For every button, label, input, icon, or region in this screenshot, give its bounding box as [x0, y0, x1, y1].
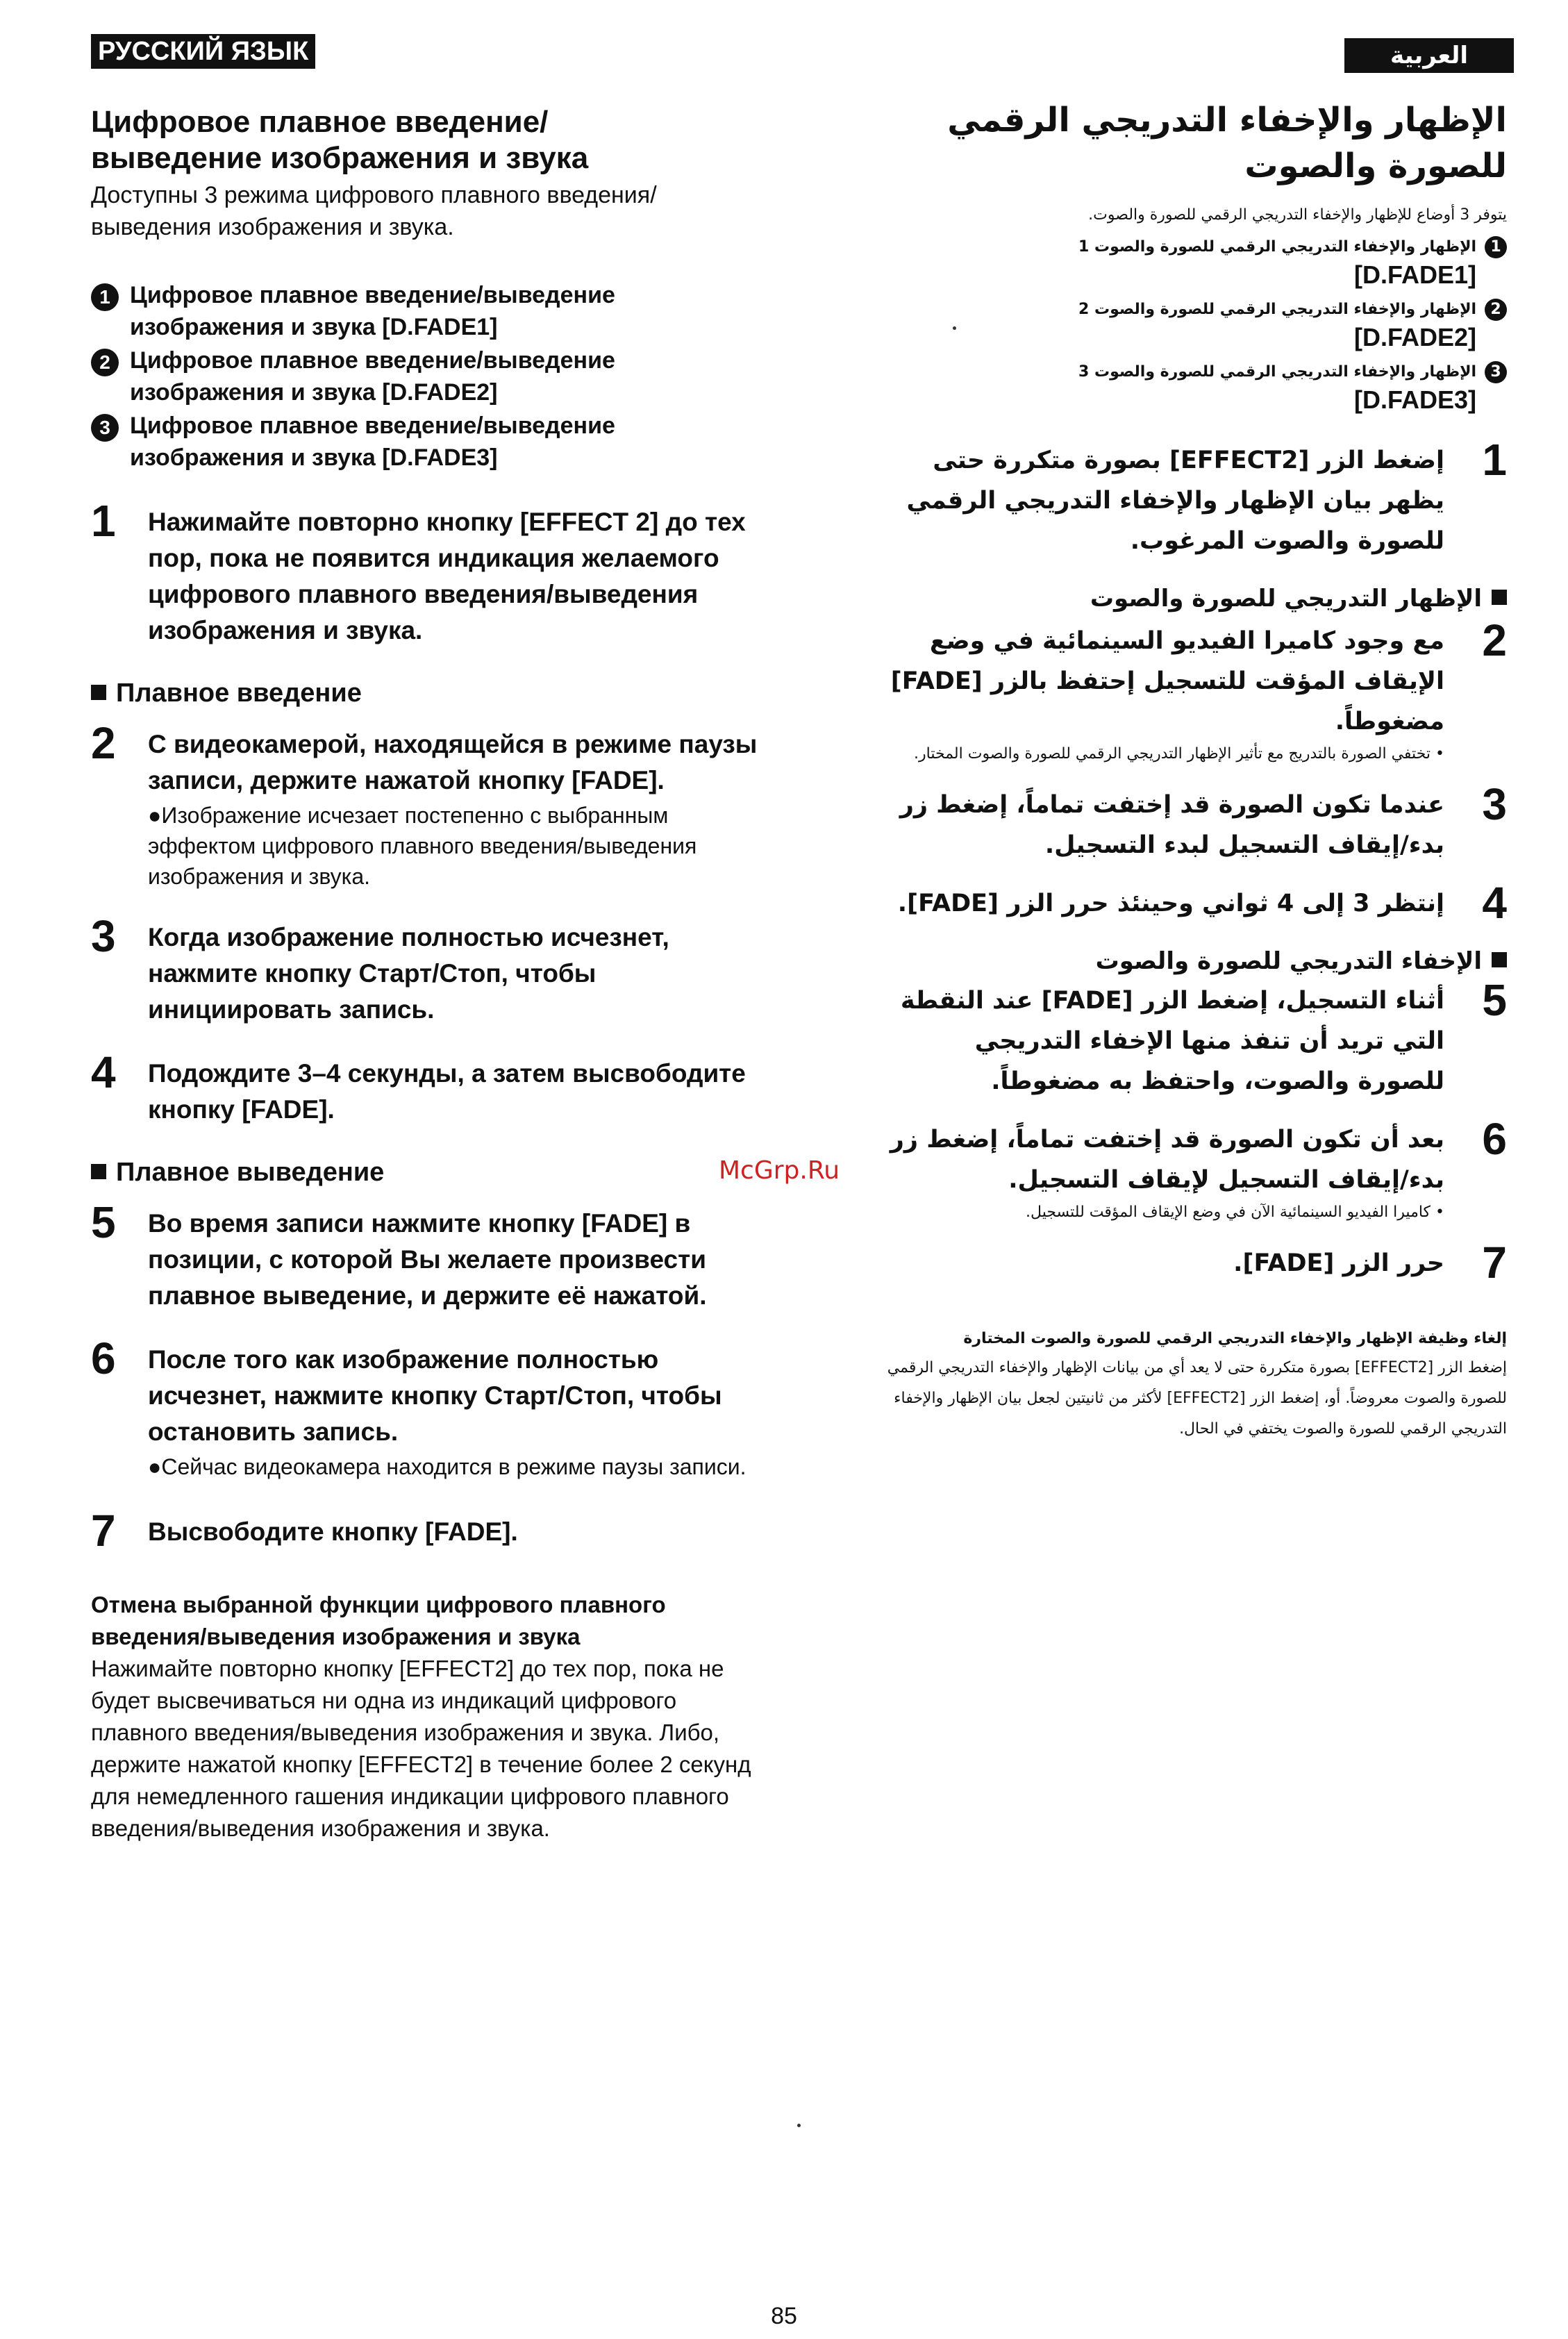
step-text: После того как изображение полностью исчезнет, нажмите кнопку Старт/Стоп, чтобы остановить запись. — [148, 1345, 722, 1446]
ru-title-line2: выведение изображения и звука — [91, 141, 589, 175]
number-badge-icon: 1 — [1485, 236, 1507, 258]
ar-step-5 — [882, 975, 1507, 1101]
ar-step-6 — [882, 1114, 1507, 1225]
ru-mode-text: Цифровое плавное введение/выведение изображения и звука [D.FADE3] — [130, 413, 615, 471]
ar-page-title: الإظهار والإخفاء التدريجي الرقمي للصورة والصوت — [947, 101, 1507, 185]
ru-mode-text: Цифровое плавное введение/выведение изображения и звука [D.FADE1] — [130, 282, 615, 340]
step-number: 5 — [1482, 975, 1507, 1025]
square-bullet-icon — [91, 685, 106, 700]
ru-mode-item — [91, 410, 772, 474]
ar-step-4 — [882, 878, 1507, 928]
russian-column — [91, 104, 772, 1845]
ru-mode-item — [91, 279, 772, 343]
ru-step-6 — [91, 1333, 772, 1482]
step-number: 3 — [91, 911, 116, 961]
arabic-column — [882, 97, 1507, 1445]
ar-mode-tag: [D.FADE3] — [1353, 385, 1476, 414]
square-bullet-icon — [1492, 590, 1507, 605]
heading-text: الإظهار التدريجي للصورة والصوت — [1090, 585, 1482, 613]
step-text: أثناء التسجيل، إضغط الزر [FADE] عند النقطة التي تريد أن تنفذ منها الإخفاء التدريجي للصورة والصوت، واحتفظ به مضغوطاً. — [900, 987, 1444, 1095]
watermark-text: McGrp.Ru — [719, 1156, 840, 1185]
ru-mode-item — [91, 344, 772, 408]
step-text: Нажимайте повторно кнопку [EFFECT 2] до тех пор, пока не появится индикация желаемого цифрового плавного введения/выведения изображения и звука. — [148, 508, 746, 644]
ar-mode-item — [882, 235, 1507, 290]
step-text: حرر الزر [FADE]. — [1233, 1249, 1444, 1277]
page-number: 85 — [771, 2303, 797, 2329]
ar-cancel-body: إضغط الزر [EFFECT2] بصورة متكررة حتى لا يعد أي من بيانات الإظهار والإخفاء التدريجي الرقمي للصورة والصوت معروضاً. أو، إضغط الزر [EFFECT2] لأكثر من ثانيتين لجعل بيان الإظهار والإخفاء التدريجي الرقمي للصورة والصوت يختفي في الحال. — [887, 1359, 1507, 1438]
ar-mode-tag: [D.FADE2] — [1353, 323, 1476, 351]
step-text: مع وجود كاميرا الفيديو السينمائية في وضع الإيقاف المؤقت للتسجيل إحتفظ بالزر [FADE] مضغوطاً. — [890, 627, 1444, 735]
ru-step-1 — [91, 496, 772, 649]
heading-text: الإخفاء التدريجي للصورة والصوت — [1095, 947, 1482, 975]
step-text: عندما تكون الصورة قد إختفت تماماً، إضغط زر بدء/إيقاف التسجيل لبدء التسجيل. — [899, 791, 1444, 859]
step-number: 5 — [91, 1197, 116, 1247]
ar-fade-out-heading — [882, 944, 1507, 978]
ru-step-2 — [91, 718, 772, 892]
arabic-language-tag: العربية — [1344, 38, 1514, 73]
ru-step-7 — [91, 1506, 772, 1556]
heading-text: Плавное введение — [116, 679, 362, 708]
step-text: بعد أن تكون الصورة قد إختفت تماماً، إضغط زر بدء/إيقاف التسجيل لإيقاف التسجيل. — [890, 1126, 1444, 1194]
ru-step-4 — [91, 1047, 772, 1128]
step-note: ●Изображение исчезает постепенно с выбранным эффектом цифрового плавного введения/выведения изображения и звука. — [148, 803, 697, 889]
step-number: 4 — [91, 1047, 116, 1097]
step-text: С видеокамерой, находящейся в режиме паузы записи, держите нажатой кнопку [FADE]. — [148, 730, 758, 794]
ru-title-line1: Цифровое плавное введение/ — [91, 105, 549, 139]
ar-mode-item — [882, 360, 1507, 415]
step-number: 7 — [1482, 1238, 1507, 1288]
ru-mode-text: Цифровое плавное введение/выведение изображения и звука [D.FADE2] — [130, 347, 615, 406]
russian-language-tag: РУССКИЙ ЯЗЫК — [91, 34, 315, 69]
step-text: إضغط الزر [EFFECT2] بصورة متكررة حتى يظهر بيان الإظهار والإخفاء التدريجي الرقمي للصورة والصوت المرغوب. — [906, 447, 1444, 555]
step-number: 6 — [1482, 1114, 1507, 1164]
scan-speck — [953, 326, 956, 330]
square-bullet-icon — [91, 1164, 106, 1179]
ru-cancel-section — [91, 1589, 772, 1845]
ar-intro: يتوفر 3 أوضاع للإظهار والإخفاء التدريجي الرقمي للصورة والصوت. — [1088, 206, 1507, 224]
ar-step-1 — [882, 435, 1507, 561]
step-number: 6 — [91, 1333, 116, 1383]
ar-mode-item — [882, 297, 1507, 353]
step-text: إنتظر 3 إلى 4 ثواني وحينئذ حرر الزر [FADE]. — [897, 890, 1444, 917]
step-number: 4 — [1482, 878, 1507, 928]
ar-step-7 — [882, 1238, 1507, 1288]
heading-text: Плавное выведение — [116, 1158, 385, 1187]
square-bullet-icon — [1492, 952, 1507, 967]
ar-step-3 — [882, 779, 1507, 865]
step-text: Высвободите кнопку [FADE]. — [148, 1517, 518, 1546]
ar-mode-text: الإظهار والإخفاء التدريجي الرقمي للصورة والصوت 2 — [1078, 301, 1476, 318]
ru-cancel-body: Нажимайте повторно кнопку [EFFECT2] до тех пор, пока не будет высвечиваться ни одна из индикаций цифрового плавного введения/выведения изображения и звука. Либо, держите нажатой кнопку [EFFECT2] в течение более 2 секунд для немедленного гашения индикации цифрового плавного введения/выведения изображения и звука. — [91, 1656, 751, 1841]
ru-step-5 — [91, 1197, 772, 1314]
ar-cancel-section — [882, 1325, 1507, 1445]
step-number: 7 — [91, 1506, 116, 1556]
step-number: 3 — [1482, 779, 1507, 829]
ru-cancel-title: Отмена выбранной функции цифрового плавного введения/выведения изображения и звука — [91, 1592, 666, 1649]
step-text: Когда изображение полностью исчезнет, нажмите кнопку Старт/Стоп, чтобы инициировать запись. — [148, 923, 669, 1024]
step-number: 1 — [91, 496, 116, 546]
step-text: Подождите 3–4 секунды, а затем высвободите кнопку [FADE]. — [148, 1059, 746, 1124]
step-number: 2 — [91, 718, 116, 768]
ru-fade-out-heading — [91, 1156, 772, 1189]
ru-step-3 — [91, 911, 772, 1028]
step-text: Во время записи нажмите кнопку [FADE] в позиции, с которой Вы желаете произвести плавное выведение, и держите её нажатой. — [148, 1209, 707, 1310]
ar-mode-tag: [D.FADE1] — [1353, 260, 1476, 289]
number-badge-icon: 3 — [91, 414, 119, 442]
ar-mode-text: الإظهار والإخفاء التدريجي الرقمي للصورة والصوت 1 — [1078, 238, 1476, 256]
step-number: 1 — [1482, 435, 1507, 485]
number-badge-icon: 1 — [91, 283, 119, 311]
number-badge-icon: 2 — [1485, 299, 1507, 321]
step-note: ●Сейчас видеокамера находится в режиме паузы записи. — [148, 1454, 747, 1479]
ru-intro: Доступны 3 режима цифрового плавного введения/ выведения изображения и звука. — [91, 182, 657, 240]
ar-step-2 — [882, 615, 1507, 767]
step-note: • تختفي الصورة بالتدريج مع تأثير الإظهار التدريجي الرقمي للصورة والصوت المختار. — [914, 745, 1444, 763]
step-note: • كاميرا الفيديو السينمائية الآن في وضع الإيقاف المؤقت للتسجيل. — [1026, 1204, 1444, 1221]
ar-cancel-title: إلغاء وظيفة الإظهار والإخفاء التدريجي الرقمي للصورة والصوت المختارة — [963, 1330, 1507, 1347]
ru-mode-list — [91, 279, 772, 474]
ar-mode-text: الإظهار والإخفاء التدريجي الرقمي للصورة والصوت 3 — [1078, 363, 1476, 381]
ru-page-title — [91, 104, 772, 176]
step-number: 2 — [1482, 615, 1507, 665]
number-badge-icon: 3 — [1485, 361, 1507, 383]
ar-fade-in-heading — [882, 582, 1507, 615]
scan-speck — [797, 2124, 801, 2127]
number-badge-icon: 2 — [91, 349, 119, 376]
ru-fade-in-heading — [91, 676, 772, 710]
